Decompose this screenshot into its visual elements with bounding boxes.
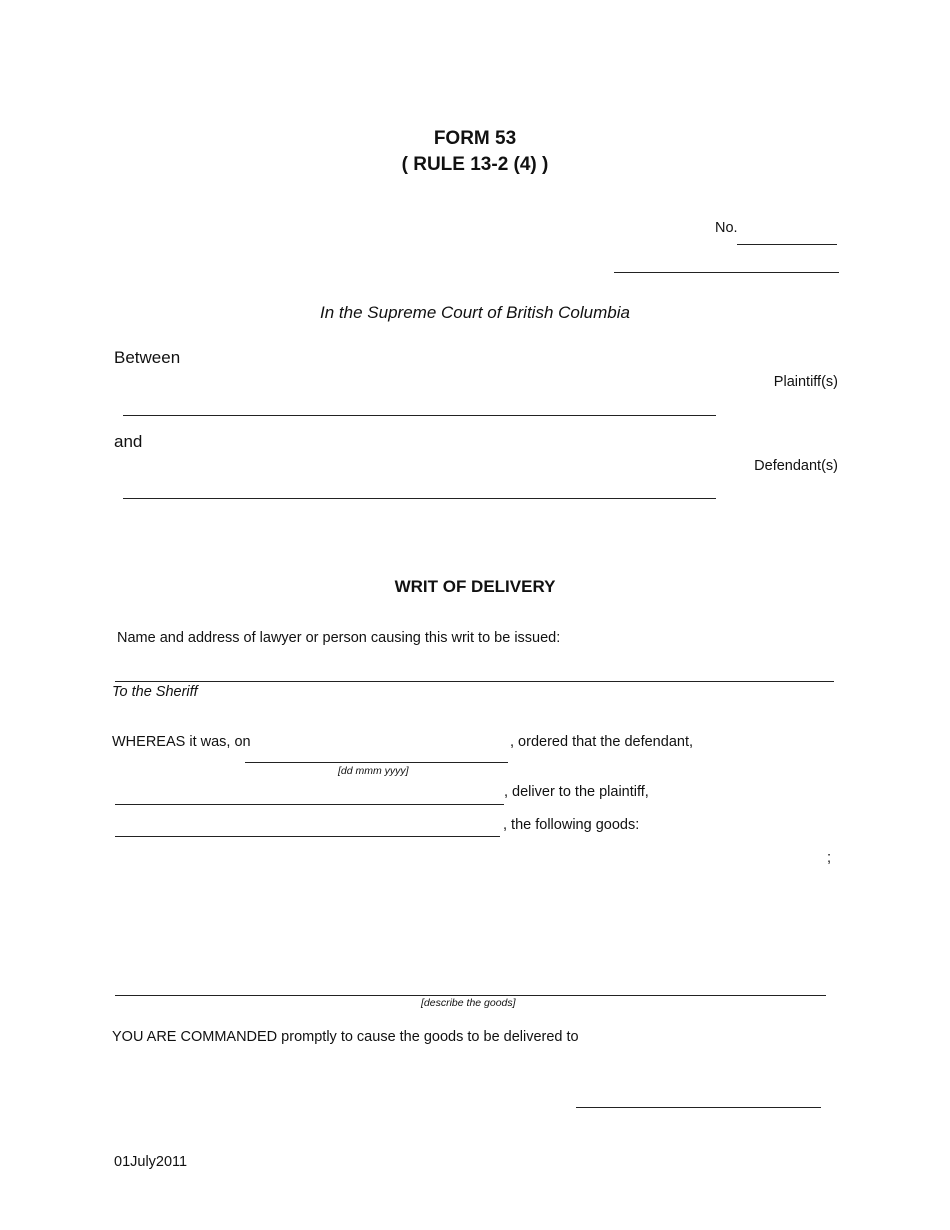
order-defendant-field[interactable] [115, 804, 504, 805]
defendant-label: Defendant(s) [754, 458, 838, 474]
writ-title: WRIT OF DELIVERY [394, 577, 556, 596]
file-number-label: No. [715, 220, 738, 236]
plaintiff-name-field[interactable] [123, 415, 716, 416]
goods-semicolon: ; [827, 850, 832, 866]
following-goods-text: , the following goods: [503, 817, 640, 833]
between-label: Between [114, 348, 181, 367]
delivery-recipient-field[interactable] [576, 1107, 821, 1108]
order-date-field[interactable] [245, 762, 508, 763]
whereas-text: WHEREAS it was, on [112, 734, 251, 750]
order-plaintiff-field[interactable] [115, 836, 500, 837]
goods-description-field[interactable] [115, 995, 826, 996]
issuer-field[interactable] [115, 681, 834, 682]
plaintiff-label: Plaintiff(s) [773, 374, 838, 390]
defendant-name-field[interactable] [123, 498, 716, 499]
registry-field[interactable] [614, 272, 839, 273]
issuer-label: Name and address of lawyer or person causing this writ to be issued: [117, 630, 561, 646]
deliver-to-text: , deliver to the plaintiff, [504, 784, 649, 800]
date-format-hint: [dd mmm yyyy] [338, 765, 409, 777]
to-sheriff: To the Sheriff [112, 684, 198, 700]
form-number: FORM 53 [433, 128, 517, 149]
file-number-field[interactable] [737, 244, 837, 245]
court-name: In the Supreme Court of British Columbia [320, 303, 630, 322]
and-label: and [114, 432, 143, 451]
describe-goods-hint: [describe the goods] [421, 997, 516, 1009]
ordered-text: , ordered that the defendant, [510, 734, 693, 750]
form-version: 01July2011 [114, 1154, 188, 1170]
commanded-text: YOU ARE COMMANDED promptly to cause the goods to be delivered to [112, 1029, 579, 1045]
rule-reference: ( RULE 13-2 (4) ) [401, 154, 549, 175]
